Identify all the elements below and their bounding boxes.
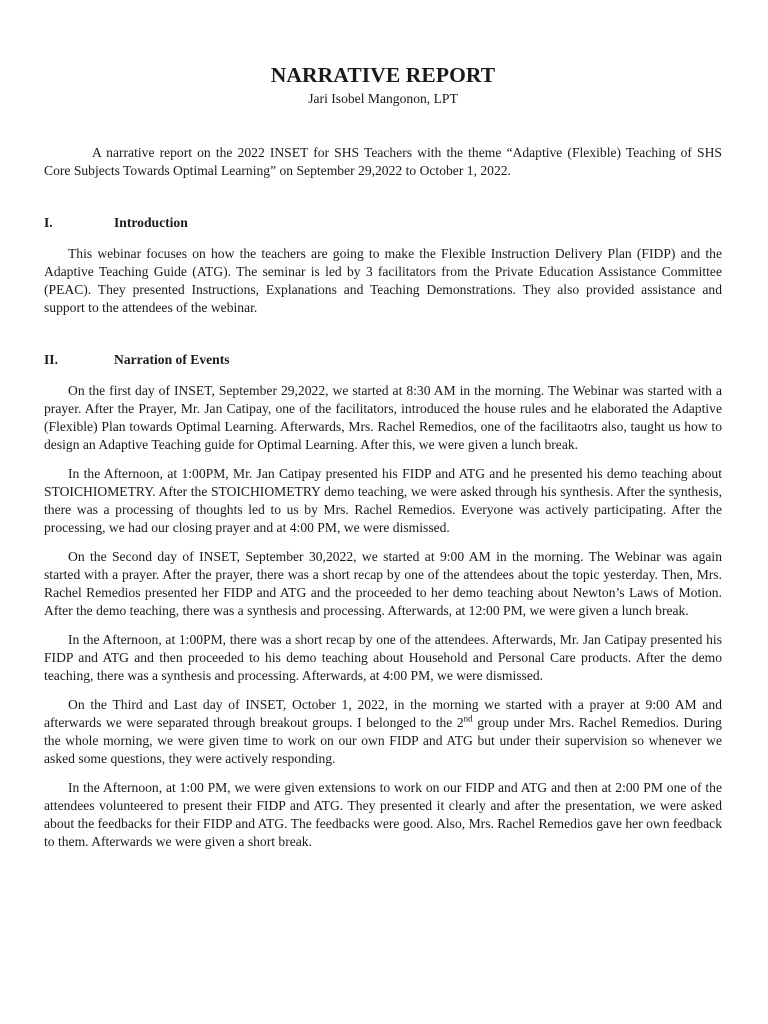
paragraph-text: group under Mrs. Rachel Remedios. During the whole morning, we were given time to work on our own FIDP and ATG but under their supervision so whenever we asked some questions, they were actively responding. [44, 715, 722, 766]
narration-paragraph-day2-afternoon: In the Afternoon, at 1:00PM, there was a short recap by one of the attendees. Afterwards, Mr. Jan Catipay presented his FIDP and ATG and then proceeded to his demo teaching about Household and Personal Care products. After the demo teaching, there was a synthesis and processing. Afterwards, at 4:00 PM, we were dismissed. [44, 632, 722, 683]
ordinal-suffix: nd [463, 713, 473, 724]
narration-paragraph-day3-morning [44, 696, 722, 768]
paragraph-text: On the Third and Last day of INSET, October 1, 2022, in the morning we started with a prayer at 9:00 AM and afterwards we were separated through breakout groups. I belonged to the 2 [44, 697, 722, 730]
section-number: I. [44, 215, 53, 230]
intro-paragraph: A narrative report on the 2022 INSET for SHS Teachers with the theme “Adaptive (Flexible) Teaching of SHS Core Subjects Towards Optimal Learning” on September 29,2022 to October 1, 2022. [44, 145, 722, 178]
narration-paragraph-day2-morning: On the Second day of INSET, September 30,2022, we started at 9:00 AM in the morning. The Webinar was again started with a prayer. After the prayer, there was a short recap by one of the attendees about the topic yesterday. Then, Mrs. Rachel Remedios presented her FIDP and ATG and the proceeded to her demo teaching about Newton’s Laws of Motion. After the demo teaching, there was a synthesis and processing. Afterwards, at 12:00 PM, we were given a lunch break. [44, 549, 722, 618]
introduction-paragraph: This webinar focuses on how the teachers are going to make the Flexible Instruction Delivery Plan (FIDP) and the Adaptive Teaching Guide (ATG). The seminar is led by 3 facilitators from the Private Education Assistance Committee (PEAC). They presented Instructions, Explanations and Teaching Demonstrations. They also provided assistance and support to the attendees of the webinar. [44, 246, 722, 315]
narration-paragraph-day1-afternoon: In the Afternoon, at 1:00PM, Mr. Jan Catipay presented his FIDP and ATG and he presented his demo teaching about STOICHIOMETRY. After the STOICHIOMETRY demo teaching, we were asked through his synthesis. After the synthesis, there was a processing of thoughts led to us by Mrs. Rachel Remedios. Everyone was actively participating. After the processing, we had our closing prayer and at 4:00 PM, we were dismissed. [44, 466, 722, 535]
section-heading-introduction [44, 214, 722, 232]
section-heading-narration [44, 351, 722, 369]
document-page [44, 62, 722, 851]
document-author: Jari Isobel Mangonon, LPT [308, 91, 458, 106]
section-title: Narration of Events [114, 352, 230, 367]
narration-paragraph-day3-afternoon: In the Afternoon, at 1:00 PM, we were given extensions to work on our FIDP and ATG and then at 2:00 PM one of the attendees volunteered to present their FIDP and ATG. They presented it clearly and after the presentation, we were asked about the feedbacks for their FIDP and ATG. The feedbacks were good. Also, Mrs. Rachel Remedios gave her own feedback to them. Afterwards we were given a short break. [44, 780, 722, 849]
section-title: Introduction [114, 215, 188, 230]
document-title: NARRATIVE REPORT [270, 63, 496, 87]
section-number: II. [44, 352, 58, 367]
narration-paragraph-day1-morning: On the first day of INSET, September 29,2022, we started at 8:30 AM in the morning. The Webinar was started with a prayer. After the Prayer, Mr. Jan Catipay, one of the facilitators, introduced the house rules and he elaborated the Adaptive (Flexible) Plan towards Optimal Learning. Afterwards, Mrs. Rachel Remedios, one of the facilitaotrs also, taught us how to design an Adaptive Teaching guide for Optimal Learning. After this, we were given a lunch break. [44, 383, 722, 452]
